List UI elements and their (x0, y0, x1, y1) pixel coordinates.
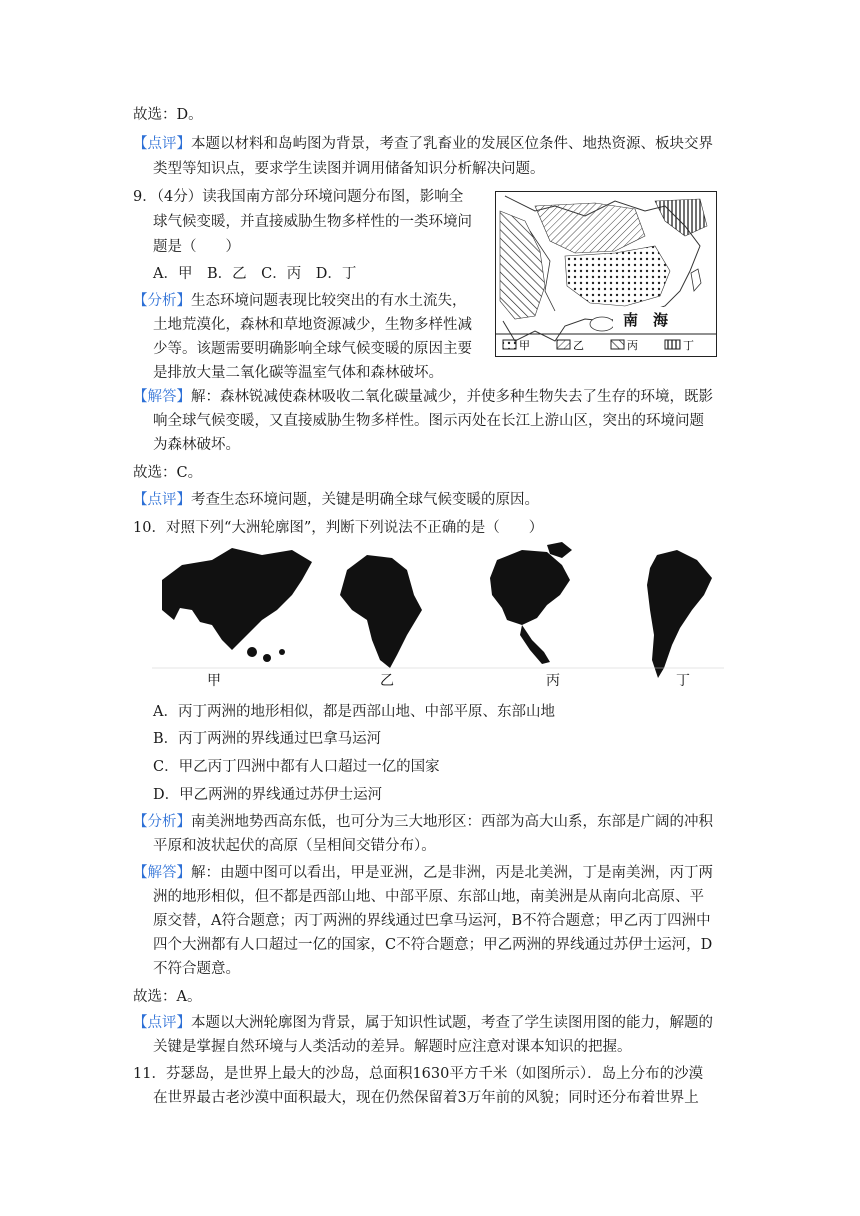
solution-tag: 【解答】 (133, 389, 191, 405)
q9-analysis-line4: 是排放大量二氧化碳等温室气体和森林破坏。 (153, 365, 443, 381)
q9-stem-line3: 题是（ ） (153, 239, 240, 255)
q9-analysis-line1 (133, 290, 467, 312)
q9-options: A．甲 B．乙 C．丙 D．丁 (153, 266, 357, 282)
continent-north-america (490, 550, 570, 625)
comment-tag: 【点评】 (133, 1015, 191, 1031)
q11-stem-line2: 在世界最古老沙漠中面积最大，现在仍然保留着3万年前的风貌；同时还分布着世界上 (153, 1090, 699, 1106)
comment-text: 本题以材料和岛屿图为背景，考查了乳畜业的发展区位条件、地热资源、板块交界 (191, 136, 713, 152)
q10-option-a: A．丙丁两洲的地形相似，都是西部山地、中部平原、东部山地 (153, 704, 555, 720)
q9-solution-line2: 响全球气候变暖，又直接威胁生物多样性。图示丙处在长江上游山区，突出的环境问题 (153, 413, 704, 429)
q9-solution-line3: 为森林破坏。 (153, 437, 240, 453)
q9-analysis-line2: 土地荒漠化，森林和草地资源减少，生物多样性减 (153, 317, 472, 333)
q8-answer: 故选：D。 (133, 107, 203, 123)
q10-option-b: B．丙丁两洲的界线通过巴拿马运河 (153, 731, 382, 747)
continent-africa (340, 555, 422, 668)
q10-analysis-line2: 平原和波状起伏的高原（呈相间交错分布）。 (153, 838, 436, 854)
q10-option-d: D．甲乙两洲的界线通过苏伊士运河 (153, 787, 383, 803)
q10-solution-line5: 不符合题意。 (153, 961, 240, 977)
q10-solution-line1 (133, 862, 713, 884)
environment-problem-map (495, 191, 717, 357)
q10-solution-line3: 原交替，A符合题意；丙丁两洲的界线通过巴拿马运河，B不符合题意；甲乙丙丁四洲中 (153, 913, 711, 929)
legend-bing: 丙 (627, 339, 638, 352)
q9-stem-line1: 9．（4分）读我国南方部分环境问题分布图，影响全 (133, 189, 464, 205)
q10-answer: 故选：A。 (133, 989, 202, 1005)
solution-text: 解：森林锐减使森林吸收二氧化碳量减少，并使多种生物失去了生存的环境，既影 (191, 389, 713, 405)
q9-stem-line2: 球气候变暖，并直接威胁生物多样性的一类环境问 (153, 214, 472, 230)
comment-text: 本题以大洲轮廓图为背景，属于知识性试题，考查了学生读图用图的能力，解题的 (191, 1015, 713, 1031)
comment-tag: 【点评】 (133, 136, 191, 152)
q10-solution-line2: 洲的地形相似，但不都是西部山地、中部平原、东部山地，南美洲是从南向北高原、平 (153, 889, 704, 905)
analysis-text: 南美洲地势西高东低，也可分为三大地形区：西部为高大山系，东部是广阔的冲积 (191, 814, 713, 830)
sea-label: 南 海 (623, 311, 669, 329)
analysis-tag: 【分析】 (133, 293, 191, 309)
q8-comment-line1 (133, 133, 713, 155)
q11-stem-line1: 11．芬瑟岛，是世界上最大的沙岛，总面积1630平方千米（如图所示）．岛上分布的沙漠 (133, 1066, 704, 1082)
q10-solution-line4: 四个大洲都有人口超过一亿的国家，C不符合题意；甲乙两洲的界线通过苏伊士运河，D (153, 937, 713, 953)
q9-comment (133, 489, 539, 511)
q10-stem: 10．对照下列“大洲轮廓图”，判断下列说法不正确的是（ ） (133, 520, 544, 536)
q9-answer: 故选：C。 (133, 465, 203, 481)
q8-comment-line2: 类型等知识点，要求学生读图并调用储备知识分析解决问题。 (153, 161, 545, 177)
analysis-tag: 【分析】 (133, 814, 191, 830)
legend-jia: 甲 (519, 339, 530, 352)
continent-asia (162, 548, 312, 650)
q10-comment-line2: 关键是掌握自然环境与人类活动的差异。解题时应注意对课本知识的把握。 (153, 1039, 632, 1055)
continent-label-jia: 甲 (207, 673, 221, 689)
comment-tag: 【点评】 (133, 492, 191, 508)
q9-analysis-line3: 少等。该题需要明确影响全球气候变暖的原因主要 (153, 341, 472, 357)
q9-solution-line1 (133, 386, 713, 408)
continent-outline-figure (152, 540, 724, 690)
continent-south-america (647, 550, 712, 678)
solution-text: 解：由题中图可以看出，甲是亚洲，乙是非洲，丙是北美洲，丁是南美洲，丙丁两 (191, 865, 713, 881)
analysis-text: 生态环境问题表现比较突出的有水土流失， (191, 293, 467, 309)
solution-tag: 【解答】 (133, 865, 191, 881)
legend-yi: 乙 (573, 339, 584, 352)
comment-text: 考查生态环境问题，关键是明确全球气候变暖的原因。 (191, 492, 539, 508)
legend-ding: 丁 (683, 339, 694, 352)
q10-comment-line1 (133, 1012, 713, 1034)
continent-label-yi: 乙 (380, 673, 394, 689)
continent-label-ding: 丁 (676, 673, 690, 689)
q10-option-c: C．甲乙丙丁四洲中都有人口超过一亿的国家 (153, 759, 440, 775)
q10-analysis-line1 (133, 811, 713, 833)
continent-label-bing: 丙 (546, 673, 560, 689)
